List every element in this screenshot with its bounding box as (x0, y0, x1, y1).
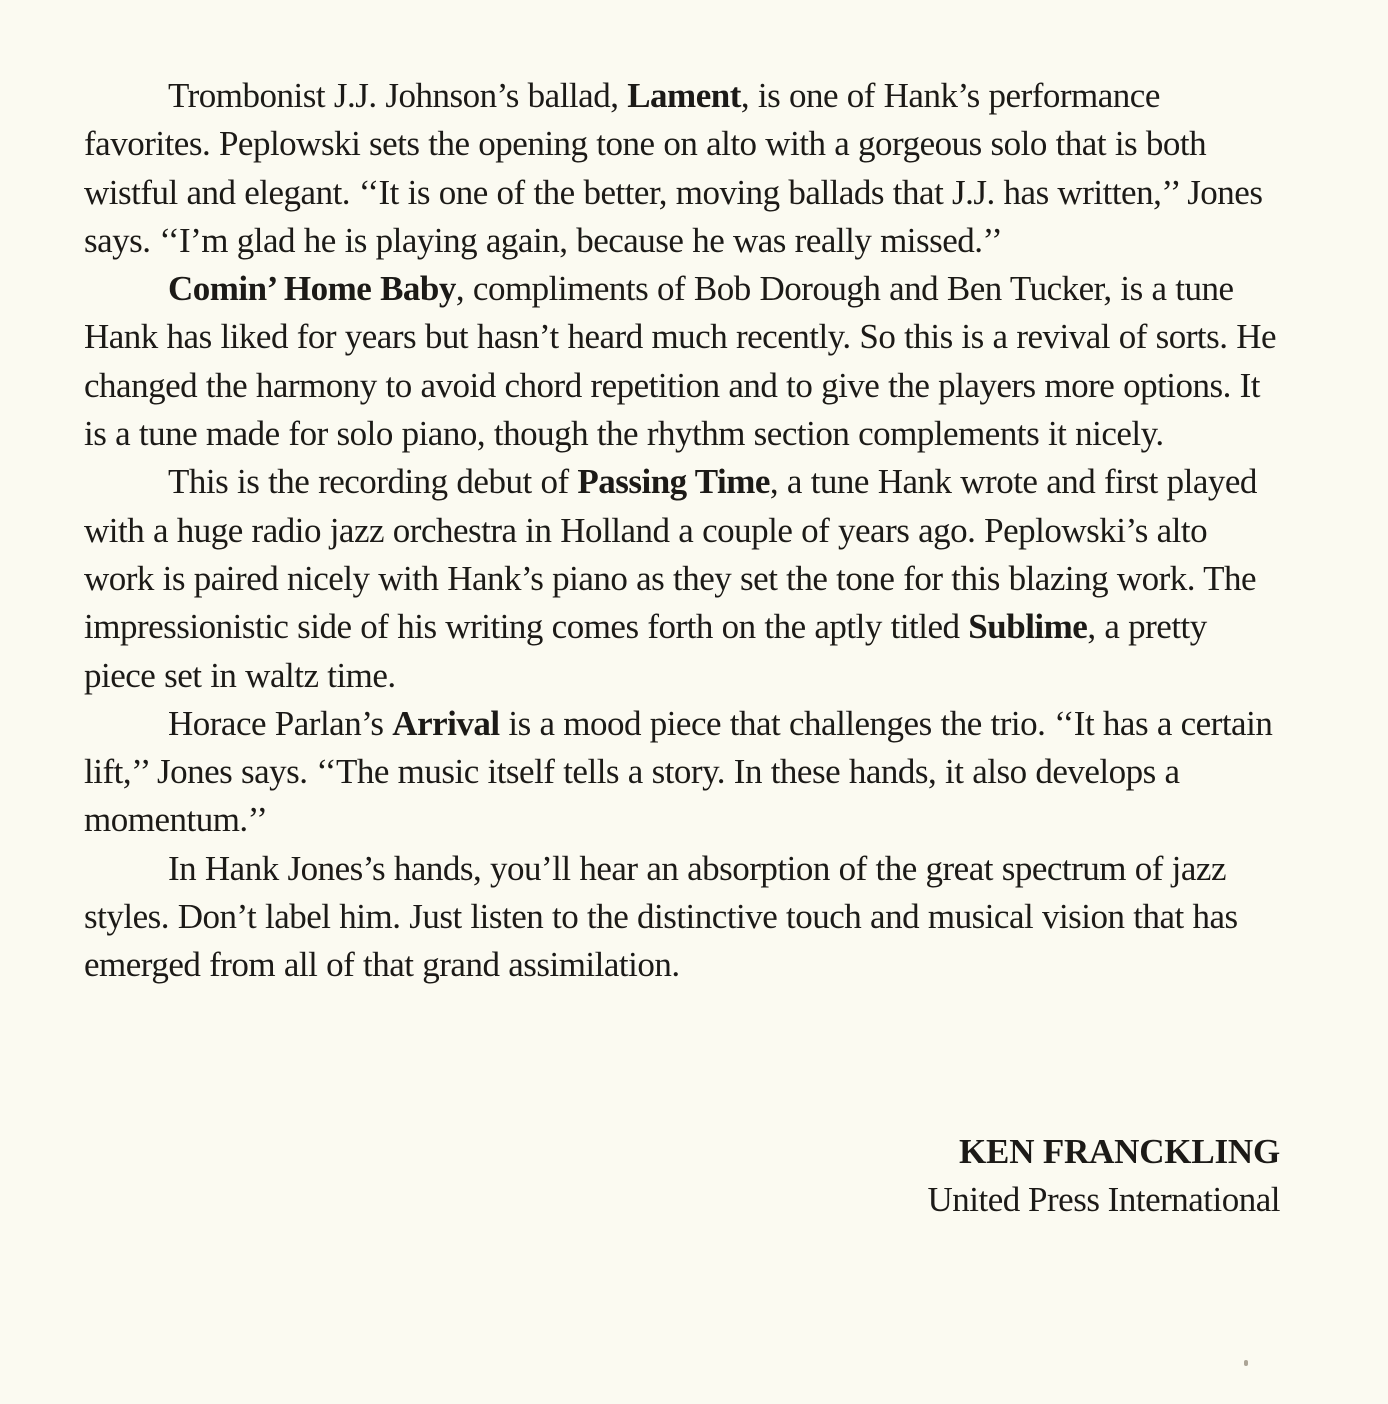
byline (928, 1128, 1280, 1224)
paragraph-comin-home-baby: Comin’ Home Baby, compliments of Bob Dorough and Ben Tucker, is a tune Hank has liked for years but hasn’t heard much recently. So this is a revival of sorts. He changed the harmony to avoid chord repetition and to give the players more options. It is a tune made for solo piano, though the rhythm section complements it nicely. (84, 269, 1277, 454)
song-title-sublime: Sublime (968, 607, 1088, 647)
paper-speck (1244, 1360, 1248, 1366)
author-name: KEN FRANCKLING (959, 1132, 1280, 1171)
article-body (84, 72, 1280, 990)
paragraph-closing: In Hank Jones’s hands, you’ll hear an absorption of the great spectrum of jazz styles. Don’t label him. Just listen to the distinctive touch and musical vision that has emerged from all of that grand assimilation. (84, 848, 1238, 985)
song-title-comin-home-baby: Comin’ Home Baby (168, 269, 456, 309)
author-affiliation: United Press International (927, 1180, 1280, 1219)
song-title-lament: Lament (627, 76, 741, 115)
paragraph-passing-time: This is the recording debut of Passing Time, a tune Hank wrote and first played with a huge radio jazz orchestra in Holland a couple of years ago. Peplowski’s alto work is paired nicely with Hank’s piano as they set the tone for this blazing work. The impressionistic side of his writing comes forth on the aptly titled Sublime, a pretty piece set in waltz time. (84, 462, 1257, 695)
paragraph-arrival: Horace Parlan’s Arrival is a mood piece that challenges the trio. ‘‘It has a certain lift,’’ Jones says. ‘‘The music itself tells a story. In these hands, it also develops a momentum.’’ (84, 703, 1273, 840)
song-title-arrival: Arrival (392, 703, 500, 743)
song-title-passing-time: Passing Time (577, 462, 770, 502)
paragraph-lament: Trombonist J.J. Johnson’s ballad, Lament, is one of Hank’s performance favorites. Peplowski sets the opening tone on alto with a gorgeous solo that is both wistful and elegant. ‘‘It is one of the better, moving ballads that J.J. has written,’’ Jones says. ‘‘I’m glad he is playing again, because he was really missed.’’ (84, 76, 1263, 260)
